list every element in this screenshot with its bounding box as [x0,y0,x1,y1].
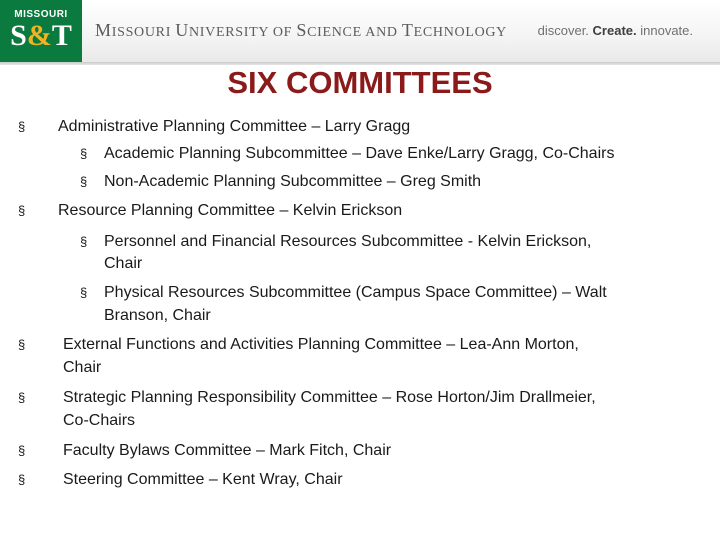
bullet-icon: § [80,285,88,300]
list-item-text: Faculty Bylaws Committee – Mark Fitch, Chair [63,442,392,459]
bullet-icon: § [18,119,26,134]
list-item-text: Chair [104,255,143,272]
bullet-icon: § [18,337,26,352]
list-item-text: Resource Planning Committee – Kelvin Erickson [58,202,403,219]
list-item-text: Administrative Planning Committee – Larry Gragg [58,118,411,135]
bullet-icon: § [18,203,26,218]
list-item-text: Branson, Chair [104,307,211,324]
list-item-text: Non-Academic Planning Subcommittee – Greg Smith [104,173,482,190]
list-item-text: Physical Resources Subcommittee (Campus Space Committee) – Walt [104,284,607,301]
university-name: MISSOURI UNIVERSITY OF SCIENCE AND TECHNOLOGY [95,20,507,40]
tagline: discover. Create. innovate. [537,23,693,38]
logo-missouri-text: MISSOURI [14,9,68,20]
bullet-icon: § [18,390,26,405]
logo-st-mark: S&T [10,19,72,52]
bullet-icon: § [80,146,88,161]
bullet-icon: § [18,472,26,487]
bullet-icon: § [80,174,88,189]
list-item-text: External Functions and Activities Planning Committee – Lea-Ann Morton, [63,336,579,353]
slide-title: SIX COMMITTEES [227,65,493,100]
list-item-text: Steering Committee – Kent Wray, Chair [63,471,343,488]
list-item-text: Strategic Planning Responsibility Committee – Rose Horton/Jim Drallmeier, [63,389,596,406]
list-item-text: Personnel and Financial Resources Subcommittee - Kelvin Erickson, [104,233,592,250]
list-item-text: Academic Planning Subcommittee – Dave Enke/Larry Gragg, Co-Chairs [104,145,615,162]
bullet-icon: § [18,443,26,458]
list-item-text: Co-Chairs [63,412,136,429]
bullet-icon: § [80,234,88,249]
list-item-text: Chair [63,359,102,376]
